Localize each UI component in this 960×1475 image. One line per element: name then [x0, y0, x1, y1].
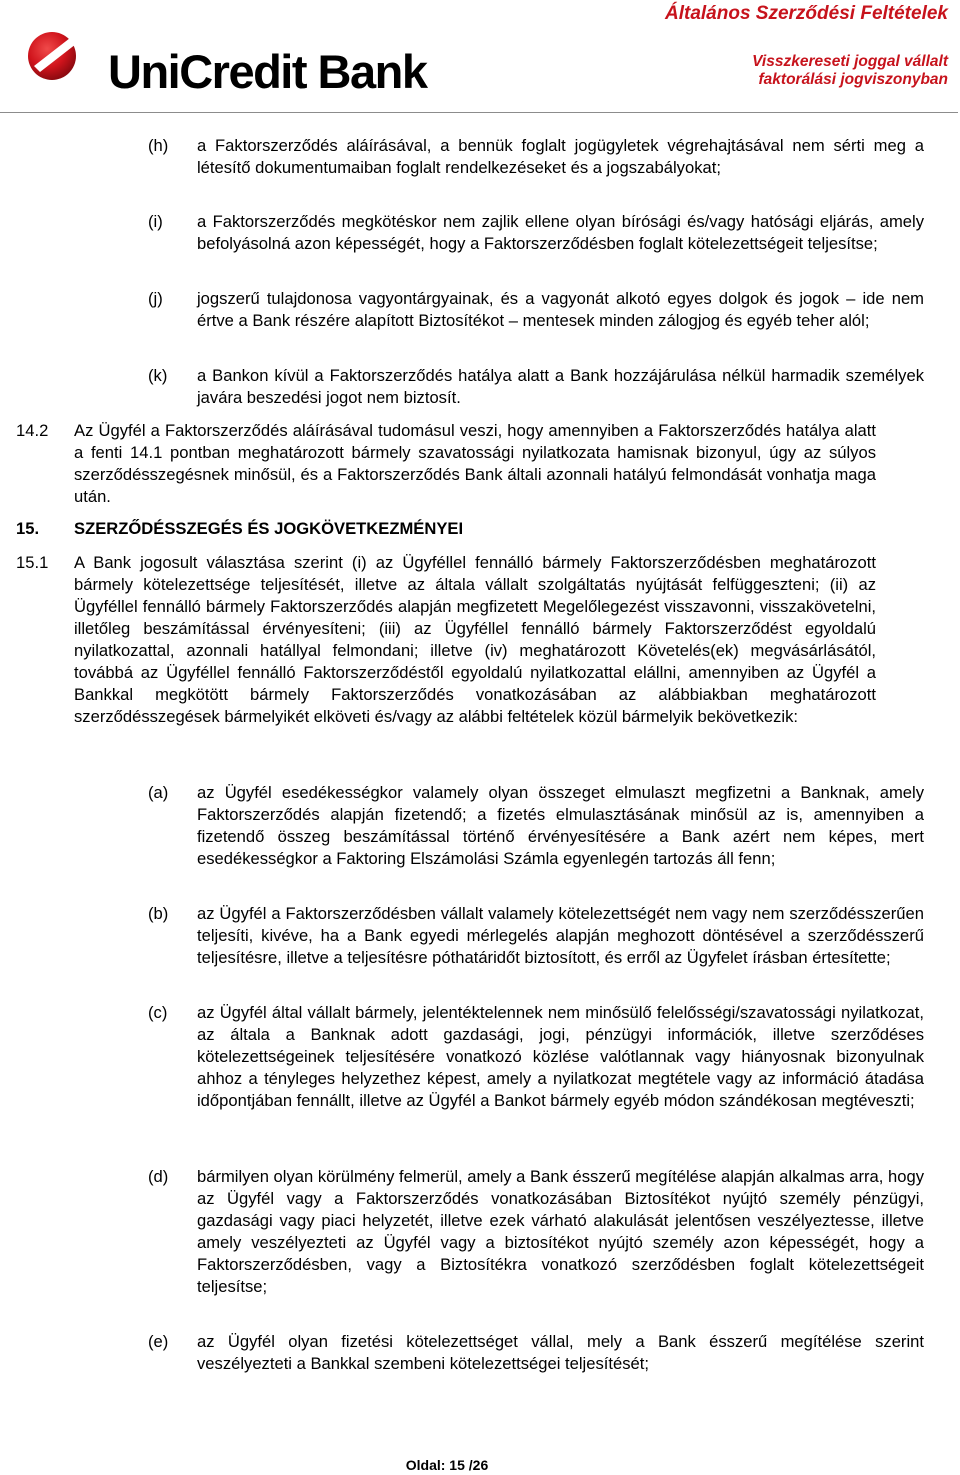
list-item-text: jogszerű tulajdonosa vagyontárgyainak, és a vagyonát alkotó egyes dolgok és jogok – ide nem értve a Bank részére alapított Biztosítékot – mentesek minden zálogjog és egyéb teher alól;: [197, 289, 924, 330]
list-item-text: a Faktorszerződés aláírásával, a bennük foglalt jogügyletek végrehajtásával nem sérti meg a létesítő dokumentumaiban foglalt rendelkezéseket és a jogszabályokat;: [197, 136, 924, 177]
list-item-text: az Ügyfél olyan fizetési kötelezettséget vállal, mely a Bank ésszerű megítélése szerint veszélyezteti a Bankkal szembeni kötelezettségei teljesítését;: [197, 1332, 924, 1373]
paragraph-number: 15.1: [16, 553, 49, 572]
list-item-label: (e): [148, 1332, 169, 1351]
list-item-text: az Ügyfél a Faktorszerződésben vállalt valamely kötelezettségét nem vagy nem szerződésszerűen teljesíti, kivéve, ha a Bank egyedi mérlegelés alapján meghozott döntésével a szerződésszerű teljesítésre, illetve a teljesítésre póthatáridőt biztosított, és erről az Ügyfelet írásban értesítette;: [197, 904, 924, 967]
list-item-label: (h): [148, 136, 169, 155]
list-item-text: az Ügyfél esedékességkor valamely olyan összeget elmulaszt megfizetni a Banknak, amely Faktorszerződés alapján fizetendő; a fizetés elmulasztásának minősül az is, amennyiben a fizetendő összeg beszámítással történő érvényesítésére a Bank azért nem képes, mert esedékességkor a Faktoring Elszámolási Számla egyenlegén tartozás áll fenn;: [197, 783, 924, 868]
list-item-label: (b): [148, 904, 169, 923]
list-item-text: bármilyen olyan körülmény felmerül, amely a Bank ésszerű megítélése alapján alkalmas arra, hogy az Ügyfél vagy a Faktorszerződés vonatkozásában Biztosítékot nyújtó személy pénzügyi, gazdasági vagy piaci helyzetét, illetve ezek várható alakulását jelentősen veszélyeztesse, illetve amely veszélyezteti az Ügyfél vagy a biztosítékot nyújtó személy azon képességét, hogy a Faktorszerződésben, vagy a Biztosítékra vonatkozó szerződésben foglalt kötelezettségeit teljesítse;: [197, 1167, 924, 1296]
list-item-label: (k): [148, 366, 168, 385]
document-subtitle: [752, 53, 948, 89]
brand-name: UniCredit Bank: [108, 45, 427, 98]
header-divider: [0, 112, 958, 113]
list-item-label: (d): [148, 1167, 169, 1186]
paragraph-text: A Bank jogosult választása szerint (i) az Ügyféllel fennálló bármely Faktorszerződésben meghatározott bármely kötelezettsége teljesítését, illetve az általa vállalt szolgáltatás nyújtását felfüggeszteni; (ii) az Ügyféllel fennálló bármely Faktorszerződés alapján megfizetett Megelőlegezést visszavonni, visszakövetelni, illetőleg beszámítással érvényesíteni; (iii) az Ügyféllel fennálló bármely Faktorszerződést egyoldalú nyilatkozattal, azonnali hatállyal felmondani; illetve (iv) meghatározott Követelés(ek) megvásárlásától, továbbá az Ügyféllel fennálló Faktorszerződéstől egyoldalú nyilatkozattal elállni, amennyiben az Ügyfél a Bankkal megkötött bármely Faktorszerződés vonatkozásában az alábbiakban meghatározott szerződésszegések bármelyikét elköveti és/vagy az alábbi feltételek közül bármelyik bekövetkezik:: [74, 553, 876, 726]
paragraph-number: 14.2: [16, 421, 49, 440]
document-subtitle-line-2: faktorálási jogviszonyban: [758, 71, 948, 88]
list-item-text: a Faktorszerződés megkötéskor nem zajlik ellene olyan bírósági és/vagy hatósági eljárás, amely befolyásolná azon képességét, hogy a Faktorszerződésben foglalt kötelezettségeit teljesítse;: [197, 212, 924, 253]
list-item-text: az Ügyfél által vállalt bármely, jelentéktelennek nem minősülő felelősségi/szavatossági nyilatkozat, az általa a Banknak adott gazdasági, jogi, pénzügyi információk, illetve szerződéses kötelezettségeinek teljesítésére vonatkozó közlése valótlannak vagy hiányosnak bizonyulnak ahhoz a tényleges helyzethez képest, amely a nyilatkozat megtétele vagy az információ átadása időpontjában fennállt, illetve az Ügyfél a Bankot bármely egyéb módon szándékosan megtéveszti;: [197, 1003, 924, 1110]
list-item-label: (i): [148, 212, 163, 231]
section-title: SZERZŐDÉSSZEGÉS ÉS JOGKÖVETKEZMÉNYEI: [74, 519, 464, 538]
document-subtitle-line-1: Visszkereseti joggal vállalt: [752, 53, 948, 70]
list-item-text: a Bankon kívül a Faktorszerződés hatálya alatt a Bank hozzájárulása nélkül harmadik személyek javára beszedési jogot nem biztosít.: [197, 366, 924, 407]
page-header: [0, 0, 960, 114]
list-item-label: (a): [148, 783, 169, 802]
document-title: Általános Szerződési Feltételek: [665, 3, 948, 24]
list-item-label: (c): [148, 1003, 168, 1022]
paragraph-text: Az Ügyfél a Faktorszerződés aláírásával tudomásul veszi, hogy amennyiben a Faktorszerződés hatálya alatt a fenti 14.1 pontban meghatározott bármely szavatossági nyilatkozata hamisnak bizonyul, úgy az súlyos szerződésszegésnek minősül, és a Faktorszerződés Bank általi azonnali hatályú felmondását vonhatja maga után.: [74, 421, 876, 506]
section-number: 15.: [16, 519, 40, 538]
page-number: Oldal: 15 /26: [405, 1457, 489, 1473]
unicredit-emblem-icon: [26, 26, 82, 82]
list-item-label: (j): [148, 289, 163, 308]
unicredit-logo: [26, 26, 427, 98]
